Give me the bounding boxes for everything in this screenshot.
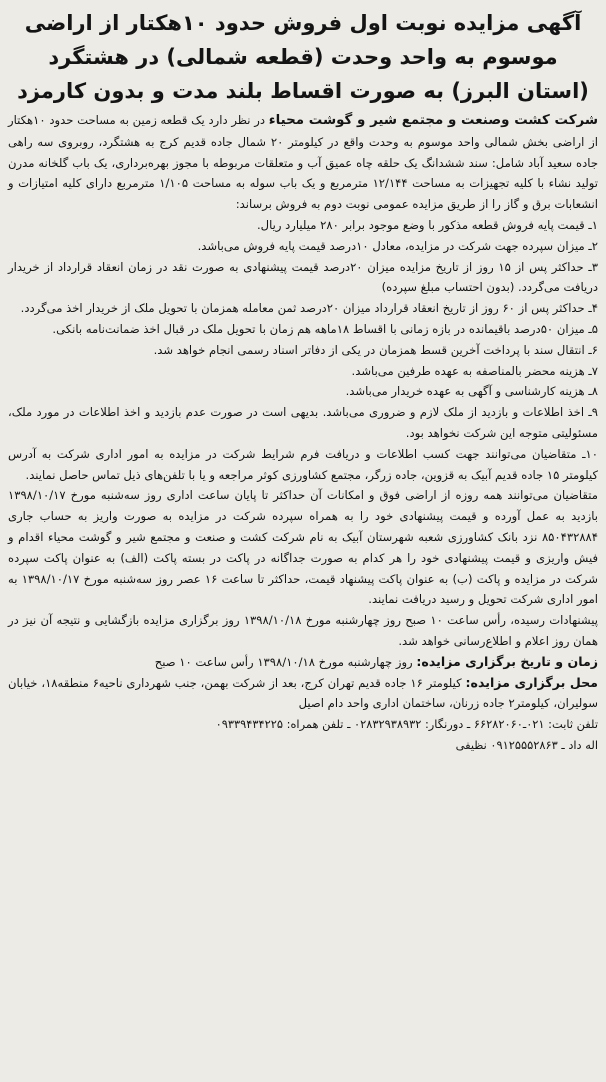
condition-item: ۵ـ میزان ۵۰درصد باقیمانده در بازه زمانی با اقساط ۱۸ماهه هم زمان با تحویل ملک در قبال اخذ ضمانت‌نامه بانکی. bbox=[52, 321, 598, 336]
contact-phones: تلفن ثابت: ۰۲۱ـ۶۶۲۸۲۰۶۰ ـ دورنگار: ۰۲۸۳۲۹۳۸۹۳۲ ـ تلفن همراه: ۰۹۳۳۹۴۳۴۲۲۵ bbox=[215, 717, 598, 732]
submission-paragraph: متقاضیان می‌توانند همه روزه از اراضی فوق و امکانات آن حداکثر تا پایان ساعت اداری روز سه‌شنبه مورخ ۱۳۹۸/۱۰/۱۷ بازدید به عمل آورده و قیمت پیشنهادی خود را به همراه سپرده شرکت در مزایده به صورت واریز به حساب جاری ۸۵۰۴۳۲۸۸۴ نزد بانک کشاورزی شعبه شهرستان آبیک به نام شرکت کشت و صنعت و مجتمع شیر و گوشت محیاء اقدام و فیش واریزی و قیمت پیشنهادی خود را هر کدام به صورت جداگانه در پاکت در بسته پاکت (الف) به عنوان پاکت سپرده شرکت در مزایده و پاکت (ب) به عنوان پاکت پیشنهاد قیمت، حداکثر تا ساعت ۱۶ عصر روز سه‌شنبه مورخ ۱۳۹۸/۱۰/۱۷ به امور اداری شرکت تحویل و رسید دریافت نمایند. bbox=[8, 488, 598, 607]
title-line-3: (استان البرز) به صورت اقساط بلند مدت و بدون کارمزد bbox=[17, 79, 589, 103]
condition-item: ۲ـ میزان سپرده جهت شرکت در مزایده، معادل ۱۰درصد قیمت پایه فروش می‌باشد. bbox=[197, 238, 598, 253]
venue-value: کیلومتر ۱۶ جاده قدیم تهران کرج، بعد از شرکت بهمن، جنب شهرداری ناحیه۶ منطقه۱۸، خیابان سولیران، کیلومتر۲ جاده زرنان، ساختمان اداری واحد دام اصیل bbox=[8, 675, 598, 711]
auction-schedule bbox=[8, 652, 598, 673]
title-line-2: موسوم به واحد وحدت (قطعه شمالی) در هشتگرد bbox=[48, 45, 558, 69]
title-line-1: آگهی مزایده نوبت اول فروش حدود ۱۰هکتار از اراضی bbox=[24, 11, 582, 35]
condition-item: ۱ـ قیمت پایه فروش قطعه مذکور با وضع موجود برابر ۲۸۰ میلیارد ریال. bbox=[256, 217, 598, 232]
intro-paragraph bbox=[8, 110, 598, 215]
condition-item: ۹ـ اخذ اطلاعات و بازدید از ملک لازم و ضروری می‌باشد. بدیهی است در صورت عدم بازدید و اخذ اطلاعات در مورد ملک، مسئولیتی متوجه این شرکت نخواهد بود. bbox=[8, 405, 598, 440]
condition-item: ۸ـ هزینه کارشناسی و آگهی به عهده خریدار می‌باشد. bbox=[345, 384, 598, 399]
condition-item: ۶ـ انتقال سند با پرداخت آخرین قسط همزمان در یکی از دفاتر اسناد رسمی انجام خواهد شد. bbox=[153, 342, 598, 357]
condition-item: ۳ـ حداکثر پس از ۱۵ روز از تاریخ مزایده میزان ۲۰درصد قیمت پیشنهادی به صورت نقد در زمان انعقاد قرارداد از خریدار دریافت می‌گردد. (بدون احتساب مبلغ سپرده) bbox=[8, 259, 598, 295]
schedule-value: روز چهارشنبه مورخ ۱۳۹۸/۱۰/۱۸ رأس ساعت ۱۰ صبح bbox=[154, 654, 417, 669]
opening-paragraph: پیشنهادات رسیده، رأس ساعت ۱۰ صبح روز چهارشنبه مورخ ۱۳۹۸/۱۰/۱۸ روز برگزاری مزایده بازگشایی و نتیجه آن نیز در همان روز اعلام و اطلاع‌رسانی خواهد شد. bbox=[8, 613, 598, 648]
condition-item: ۴ـ حداکثر پس از ۶۰ روز از تاریخ انعقاد قرارداد میزان ۲۰درصد ثمن معامله همزمان با تحویل ملک از خریدار اخذ می‌گردد. bbox=[20, 301, 598, 316]
condition-item: ۱۰ـ متقاضیان می‌توانند جهت کسب اطلاعات و دریافت فرم شرایط شرکت در مزایده به امور اداری شرکت به آدرس کیلومتر ۱۵ جاده قدیم آبیک به قزوین، جاده زرگر، مجتمع کشاورزی کوثر مراجعه و یا با تلفن‌های ذیل تماس حاصل نمایند. bbox=[8, 446, 598, 482]
contact-names: اله داد ـ ۰۹۱۲۵۵۵۲۸۶۳ نظیفی bbox=[455, 737, 598, 752]
schedule-label: زمان و تاریخ برگزاری مزایده: bbox=[416, 653, 598, 669]
condition-item: ۷ـ هزینه محضر بالمناصفه به عهده طرفین می‌باشد. bbox=[351, 363, 598, 378]
intro-text: در نظر دارد یک قطعه زمین به مساحت حدود ۱۰هکتار از اراضی بخش شمالی واحد موسوم به وحدت واقع در کیلومتر ۲۰ شمال جاده قدیم کرج به هشتگرد، روبروی سه راهی جاده سعید آباد شامل: سند ششدانگ یک حلقه چاه عمیق آب و متعلقات مربوطه با مجوز بهره‌برداری، یک باب گلخانه مدرن تولید نشاء با کلیه تجهیزات به مساحت ۱۲/۱۴۴ مترمربع و یک باب سوله به مساحت ۱/۱۰۵ مترمربع دارای کلیه امتیازات و انشعابات برق و گاز را از طریق مزایده عمومی نوبت دوم به فروش برساند: bbox=[8, 113, 599, 212]
notice-title bbox=[8, 6, 598, 108]
conditions-list bbox=[8, 215, 598, 485]
auction-venue bbox=[8, 673, 598, 715]
venue-label: محل برگزاری مزایده: bbox=[465, 674, 598, 690]
company-name: شرکت کشت وصنعت و مجتمع شیر و گوشت محیاء bbox=[268, 113, 598, 128]
